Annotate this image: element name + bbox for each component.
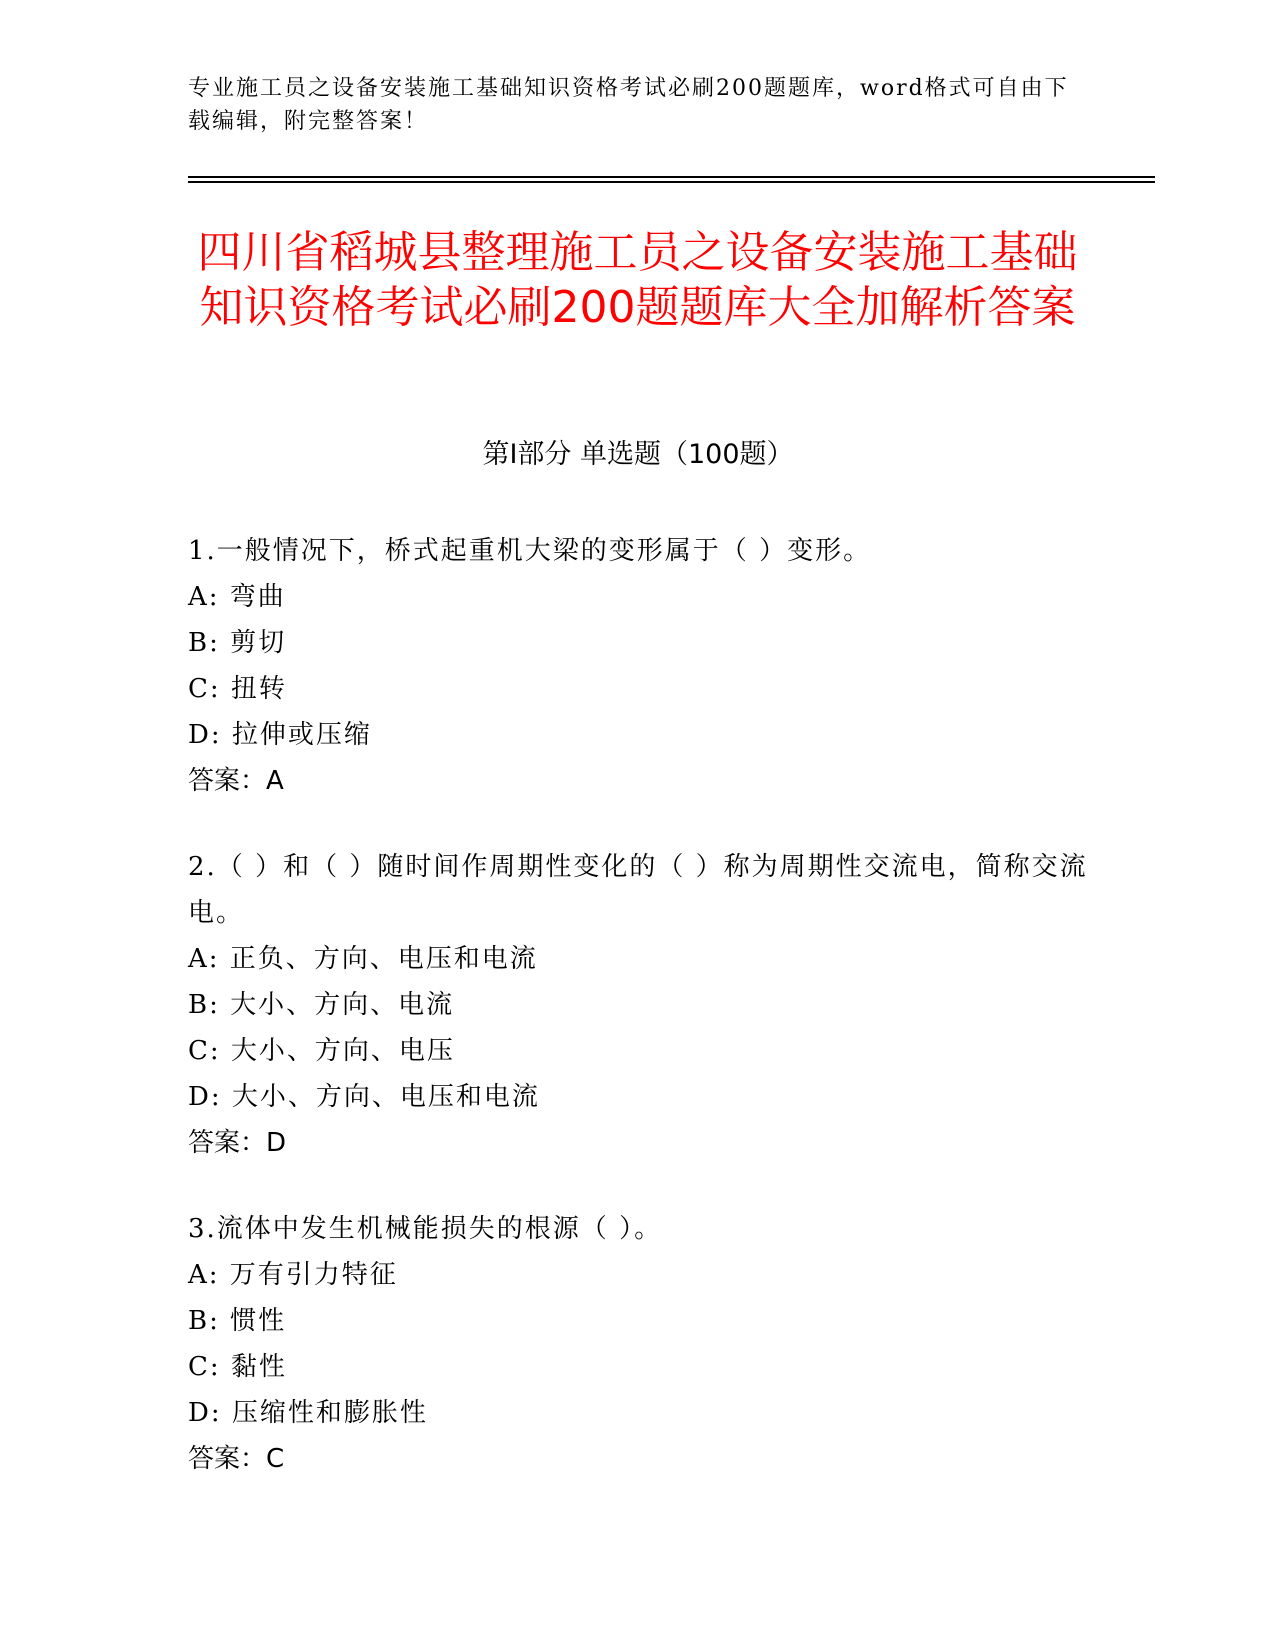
header-divider-bottom [188, 181, 1155, 183]
option-b: B: 剪切 [188, 628, 287, 658]
question-text: 2.（ ）和（ ）随时间作周期性变化的（ ）称为周期性交流电，简称交流电。 [188, 852, 1088, 928]
option-a: A: 弯曲 [188, 582, 286, 612]
option-d: D: 大小、方向、电压和电流 [188, 1082, 540, 1112]
question-3 [188, 1206, 1088, 1482]
document-title: 四川省稻城县整理施工员之设备安装施工基础知识资格考试必刷200题题库大全加解析答案 [197, 227, 1078, 333]
option-d: D: 压缩性和膨胀性 [188, 1398, 428, 1428]
option-d: D: 拉伸或压缩 [188, 720, 372, 750]
answer-line: 答案：C [188, 1444, 285, 1474]
option-a: A: 万有引力特征 [188, 1260, 398, 1290]
option-a: A: 正负、方向、电压和电流 [188, 944, 538, 974]
question-text: 1.一般情况下，桥式起重机大梁的变形属于（ ）变形。 [188, 536, 872, 566]
answer-line: 答案：D [188, 1128, 287, 1158]
header-divider-top [188, 176, 1155, 178]
section-title: 第Ⅰ部分 单选题（100题） [482, 439, 794, 470]
option-b: B: 惯性 [188, 1306, 287, 1336]
question-1 [188, 528, 1088, 804]
header-note: 专业施工员之设备安装施工基础知识资格考试必刷200题题库，word格式可自由下载编辑，附完整答案！ [188, 76, 1069, 134]
option-c: C: 黏性 [188, 1352, 287, 1382]
answer-line: 答案：A [188, 766, 284, 796]
option-c: C: 大小、方向、电压 [188, 1036, 455, 1066]
question-text: 3.流体中发生机械能损失的根源（ ）。 [188, 1214, 663, 1244]
question-list [188, 528, 1088, 1522]
question-2 [188, 844, 1088, 1166]
option-b: B: 大小、方向、电流 [188, 990, 455, 1020]
option-c: C: 扭转 [188, 674, 287, 704]
